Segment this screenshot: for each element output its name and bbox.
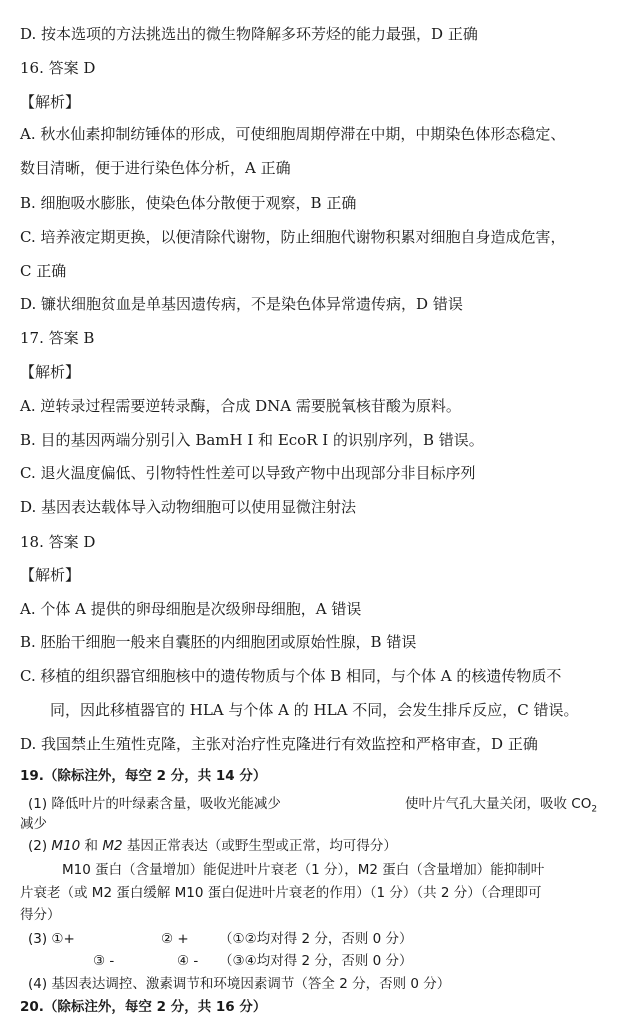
q20-heading: 20.（除标注外，每空 2 分，共 16 分） — [20, 999, 267, 1015]
q19-part2-and: 和 — [80, 838, 103, 854]
q19-part2-line2: M10 蛋白（含量增加）能促进叶片衰老（1 分），M2 蛋白（含量增加）能抑制叶 — [62, 862, 545, 878]
q18-option-c-line2: 同，因此移植器官的 HLA 与个体 A 的 HLA 不同，会发生排斥反应，C 错误。 — [50, 701, 579, 719]
q15-option-d: D. 按本选项的方法挑选出的微生物降解多环芳烃的能力最强，D 正确 — [20, 25, 478, 43]
q17-option-b: B. 目的基因两端分别引入 BamH I 和 EcoR I 的识别序列，B 错误。 — [20, 431, 484, 449]
q17-option-d: D. 基因表达载体导入动物细胞可以使用显微注射法 — [20, 498, 357, 516]
q19-part3-note2: （③④均对得 2 分，否则 0 分） — [219, 953, 413, 969]
gene-m10: M10 — [51, 838, 81, 854]
q19-heading: 19.（除标注外，每空 2 分，共 14 分） — [20, 768, 267, 784]
q18-option-d: D. 我国禁止生殖性克隆，主张对治疗性克隆进行有效监控和严格审查，D 正确 — [20, 735, 538, 753]
q19-part4: (4) 基因表达调控、激素调节和环境因素调节（答全 2 分，否则 0 分） — [28, 976, 451, 992]
q16-analysis-heading: 【解析】 — [20, 93, 81, 111]
q19-part1-b — [405, 794, 597, 814]
q19-part3-item4: ④ - — [177, 953, 199, 969]
q19-part1-a: (1) 降低叶片的叶绿素含量，吸收光能减少 — [28, 796, 281, 812]
q19-part3-note1: （①②均对得 2 分，否则 0 分） — [219, 931, 413, 947]
q17-analysis-heading: 【解析】 — [20, 363, 81, 381]
q18-answer: 18. 答案 D — [20, 533, 96, 551]
q16-option-a-line1: A. 秋水仙素抑制纺锤体的形成，可使细胞周期停滞在中期，中期染色体形态稳定、 — [20, 125, 566, 143]
q19-part3-row2 — [93, 951, 413, 971]
gene-m2: M2 — [102, 838, 123, 854]
q18-analysis-heading: 【解析】 — [20, 566, 81, 584]
q19-part1-c: 减少 — [20, 816, 47, 832]
q16-option-b: B. 细胞吸水膨胀，使染色体分散便于观察，B 正确 — [20, 194, 357, 212]
q19-part1-b-text: 使叶片气孔大量关闭，吸收 CO — [405, 796, 592, 812]
co2-subscript: 2 — [591, 804, 598, 815]
q19-part3-row1 — [28, 929, 413, 949]
q16-answer: 16. 答案 D — [20, 59, 96, 77]
q17-option-a: A. 逆转录过程需要逆转录酶，合成 DNA 需要脱氧核苷酸为原料。 — [20, 397, 461, 415]
q18-option-a: A. 个体 A 提供的卵母细胞是次级卵母细胞，A 错误 — [20, 600, 362, 618]
q16-option-c-line2: C 正确 — [20, 262, 67, 280]
q19-part2-line4: 得分） — [20, 907, 61, 923]
q19-part2-prefix: (2) — [28, 838, 52, 854]
q19-part3-item3: ③ - — [93, 953, 115, 969]
q18-option-c-line1: C. 移植的组织器官细胞核中的遗传物质与个体 B 相同，与个体 A 的核遗传物质不 — [20, 667, 562, 685]
q17-answer: 17. 答案 B — [20, 329, 95, 347]
q16-option-a-line2: 数目清晰，便于进行染色体分析，A 正确 — [20, 159, 291, 177]
q19-part2-line1 — [28, 836, 397, 856]
q19-part3-item1: (3) ①+ — [28, 931, 75, 947]
q16-option-d: D. 镰状细胞贫血是单基因遗传病，不是染色体异常遗传病，D 错误 — [20, 295, 463, 313]
q16-option-c-line1: C. 培养液定期更换，以便清除代谢物，防止细胞代谢物积累对细胞自身造成危害， — [20, 228, 566, 246]
q19-part3-item2: ② + — [161, 931, 189, 947]
q19-part2-line3: 片衰老（或 M2 蛋白缓解 M10 蛋白促进叶片衰老的作用）（1 分）（共 2 分）（合理即可 — [20, 885, 542, 901]
q18-option-b: B. 胚胎干细胞一般来自囊胚的内细胞团或原始性腺，B 错误 — [20, 633, 417, 651]
q19-part2-suffix: 基因正常表达（或野生型或正常，均可得分） — [122, 838, 397, 854]
q17-option-c: C. 退火温度偏低、引物特性性差可以导致产物中出现部分非目标序列 — [20, 464, 476, 482]
